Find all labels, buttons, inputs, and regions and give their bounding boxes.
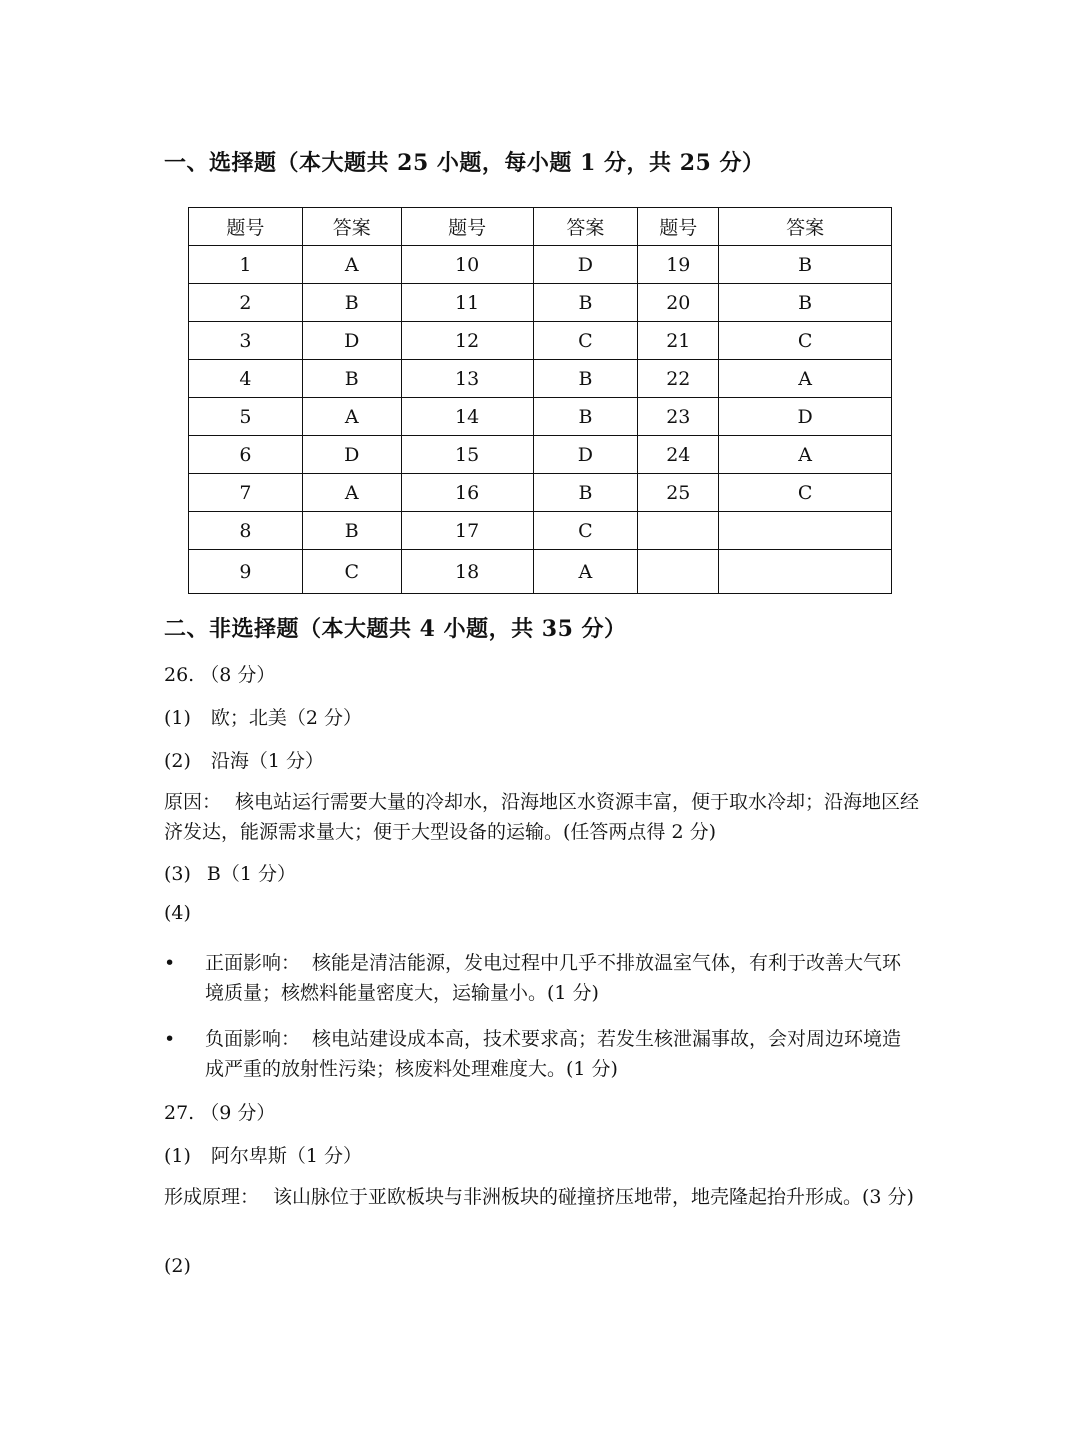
answer-cell: B	[533, 398, 638, 436]
question-number-cell: 10	[401, 246, 533, 284]
answer-cell: B	[533, 360, 638, 398]
question-number-cell: 11	[401, 284, 533, 322]
q26-part-1-number: (1)	[164, 707, 191, 729]
answer-cell: A	[302, 398, 401, 436]
question-number-cell: 13	[401, 360, 533, 398]
q26-part-2-number: (2)	[164, 750, 191, 772]
answer-cell: B	[302, 284, 401, 322]
q26-part-2	[164, 746, 324, 773]
header-cell: 题号	[401, 208, 533, 246]
q26-reason-text: 核电站运行需要大量的冷却水，沿海地区水资源丰富，便于取水冷却；沿海地区经济发达，能源需求量大；便于大型设备的运输。(任答两点得 2 分)	[164, 791, 920, 843]
answer-cell: A	[302, 246, 401, 284]
bullet-label: 负面影响：	[205, 1028, 301, 1050]
table-row	[189, 246, 892, 284]
answer-cell: C	[719, 474, 892, 512]
q27-principle	[164, 1182, 924, 1212]
answer-cell: B	[719, 284, 892, 322]
q26-part-1-answer: 欧；北美（2 分）	[210, 707, 363, 729]
answer-cell: D	[302, 322, 401, 360]
question-number-cell: 1	[189, 246, 303, 284]
q26-part-3-answer: B（1 分）	[206, 863, 297, 885]
question-number-cell	[638, 512, 719, 550]
question-number-cell: 21	[638, 322, 719, 360]
question-number-cell: 12	[401, 322, 533, 360]
table-row	[189, 360, 892, 398]
question-number-cell: 3	[189, 322, 303, 360]
q26-part-3-number: (3)	[164, 863, 191, 885]
answer-cell: D	[302, 436, 401, 474]
table-row	[189, 436, 892, 474]
bullet-icon: •	[164, 952, 176, 974]
question-number-cell: 2	[189, 284, 303, 322]
q27-part-1-answer: 阿尔卑斯（1 分）	[210, 1145, 363, 1167]
answer-cell: D	[719, 398, 892, 436]
header-cell: 题号	[189, 208, 303, 246]
header-cell: 答案	[302, 208, 401, 246]
q26-bullet-negative	[164, 1024, 924, 1086]
bullet-text: 核能是清洁能源，发电过程中几乎不排放温室气体，有利于改善大气环境质量；核燃料能量密度大，运输量小。(1 分)	[205, 952, 902, 1004]
q26-part-2-answer: 沿海（1 分）	[210, 750, 325, 772]
question-number-cell: 20	[638, 284, 719, 322]
answer-cell: A	[719, 360, 892, 398]
q26-reason	[164, 787, 924, 847]
table-row	[189, 550, 892, 594]
section-2-title: 二、非选择题（本大题共 4 小题，共 35 分）	[164, 616, 627, 642]
table-header-row	[189, 208, 892, 246]
answer-cell	[719, 512, 892, 550]
q26-part-3	[164, 859, 296, 886]
answer-cell: C	[719, 322, 892, 360]
header-cell: 答案	[533, 208, 638, 246]
table-row	[189, 474, 892, 512]
bullet-content	[205, 948, 915, 1008]
answer-cell: C	[533, 322, 638, 360]
answer-cell: D	[533, 246, 638, 284]
answer-cell: A	[533, 550, 638, 594]
bullet-icon: •	[164, 1028, 176, 1050]
question-number-cell: 8	[189, 512, 303, 550]
answer-table	[188, 207, 892, 594]
answer-cell: B	[533, 284, 638, 322]
q26-bullet-positive	[164, 948, 924, 1010]
answer-cell: B	[719, 246, 892, 284]
q26-part-4-number: (4)	[164, 902, 191, 924]
section-1-title: 一、选择题（本大题共 25 小题，每小题 1 分，共 25 分）	[164, 150, 765, 176]
answer-cell: A	[719, 436, 892, 474]
question-number-cell: 25	[638, 474, 719, 512]
question-number-cell: 9	[189, 550, 303, 594]
answer-cell: B	[302, 360, 401, 398]
answer-cell: D	[533, 436, 638, 474]
question-number-cell: 7	[189, 474, 303, 512]
question-number-cell: 18	[401, 550, 533, 594]
q27-part-1	[164, 1141, 362, 1168]
table-row	[189, 512, 892, 550]
question-number-cell: 19	[638, 246, 719, 284]
header-cell: 题号	[638, 208, 719, 246]
table-row	[189, 284, 892, 322]
question-number-cell: 17	[401, 512, 533, 550]
answer-cell: C	[533, 512, 638, 550]
q27-principle-label: 形成原理：	[164, 1186, 260, 1208]
question-number-cell: 5	[189, 398, 303, 436]
q27-heading: 27. （9 分）	[164, 1102, 276, 1124]
q27-principle-text: 该山脉位于亚欧板块与非洲板块的碰撞挤压地带，地壳隆起抬升形成。(3 分)	[273, 1186, 914, 1208]
answer-cell: A	[302, 474, 401, 512]
bullet-label: 正面影响：	[205, 952, 301, 974]
question-number-cell: 4	[189, 360, 303, 398]
answer-cell: B	[302, 512, 401, 550]
question-number-cell: 6	[189, 436, 303, 474]
bullet-text: 核电站建设成本高，技术要求高；若发生核泄漏事故，会对周边环境造成严重的放射性污染；核废料处理难度大。(1 分)	[205, 1028, 902, 1080]
answer-cell	[719, 550, 892, 594]
header-cell: 答案	[719, 208, 892, 246]
question-number-cell: 15	[401, 436, 533, 474]
q26-part-1	[164, 703, 362, 730]
question-number-cell: 24	[638, 436, 719, 474]
question-number-cell	[638, 550, 719, 594]
q26-reason-label: 原因：	[164, 791, 222, 813]
question-number-cell: 23	[638, 398, 719, 436]
q27-part-2-number: (2)	[164, 1255, 191, 1277]
question-number-cell: 22	[638, 360, 719, 398]
q26-heading: 26. （8 分）	[164, 664, 276, 686]
q27-part-1-number: (1)	[164, 1145, 191, 1167]
question-number-cell: 14	[401, 398, 533, 436]
table-row	[189, 322, 892, 360]
question-number-cell: 16	[401, 474, 533, 512]
table-row	[189, 398, 892, 436]
bullet-content	[205, 1024, 915, 1084]
answer-cell: B	[533, 474, 638, 512]
answer-cell: C	[302, 550, 401, 594]
